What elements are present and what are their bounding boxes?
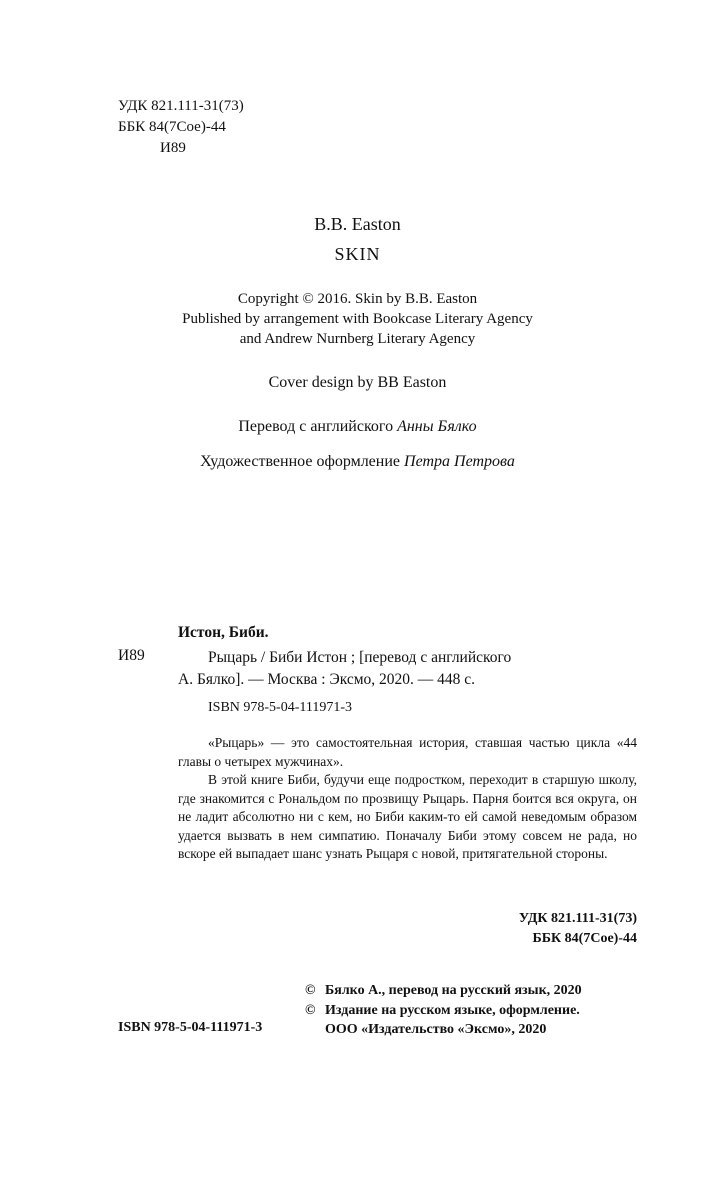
copyright-edition-2: ООО «Издательство «Эксмо», 2020 <box>325 1022 547 1037</box>
original-author: B.B. Easton <box>314 214 401 234</box>
annotation <box>178 734 637 864</box>
artist-name: Петра Петрова <box>404 453 515 470</box>
copyright-edition-row <box>305 1001 640 1021</box>
annotation-paragraph-1: «Рыцарь» — это самостоятельная история, ставшая частью цикла «44 главы о четырех мужчинах». <box>178 735 637 769</box>
index-bbk: ББК 84(7Сое)-44 <box>532 931 637 946</box>
copyright-original: Copyright © 2016. Skin by B.B. Easton <box>237 291 478 307</box>
copyright-symbol: © <box>305 983 316 998</box>
record-line-2: А. Бялко]. — Москва : Эксмо, 2020. — 448 с. <box>178 671 476 688</box>
bbk-code: ББК 84(7Сое)-44 <box>118 119 226 135</box>
cutter-code: И89 <box>160 140 186 156</box>
translator-name: Анны Бялко <box>397 418 477 435</box>
annotation-paragraph-2: В этой книге Биби, будучи еще подростком, переходит в старшую школу, где знакомится с Рональдом по прозвищу Рыцарь. Парня боится вся округа, он не ладит абсолютно ни с кем, но Биби каким-то ей самой неведомым образом удается вызвать в нем симпатию. Поначалу Биби этому совсем не рада, но вскоре ей выпадает шанс узнать Рыцаря с новой, притягательной стороны. <box>178 772 637 861</box>
record-isbn: ISBN 978-5-04-111971-3 <box>208 700 353 715</box>
index-udk: УДК 821.111-31(73) <box>518 911 637 926</box>
arrangement-line-2: and Andrew Nurnberg Literary Agency <box>239 331 476 347</box>
original-title: SKIN <box>334 244 381 264</box>
record-cutter: И89 <box>118 647 145 664</box>
record-heading: Истон, Биби. <box>178 624 269 641</box>
cover-design: Cover design by BB Easton <box>268 374 447 391</box>
arrangement-line-1: Published by arrangement with Bookcase Literary Agency <box>182 311 533 327</box>
art-label: Художественное оформление <box>200 453 401 470</box>
udk-code: УДК 821.111-31(73) <box>118 98 244 114</box>
copyright-block <box>305 981 640 1040</box>
copyright-symbol: © <box>305 1002 316 1018</box>
translation-credit <box>0 418 715 436</box>
translation-label: Перевод с английского <box>238 418 394 435</box>
copyright-translation-row <box>305 981 640 1001</box>
art-credit <box>0 453 715 471</box>
isbn-bottom: ISBN 978-5-04-111971-3 <box>118 1020 263 1035</box>
record-line-1: Рыцарь / Биби Истон ; [перевод с английского <box>208 649 512 666</box>
copyright-translation: Бялко А., перевод на русский язык, 2020 <box>325 983 582 998</box>
copyright-publisher-row <box>305 1020 640 1040</box>
copyright-edition-1: Издание на русском языке, оформление. <box>325 1002 580 1018</box>
